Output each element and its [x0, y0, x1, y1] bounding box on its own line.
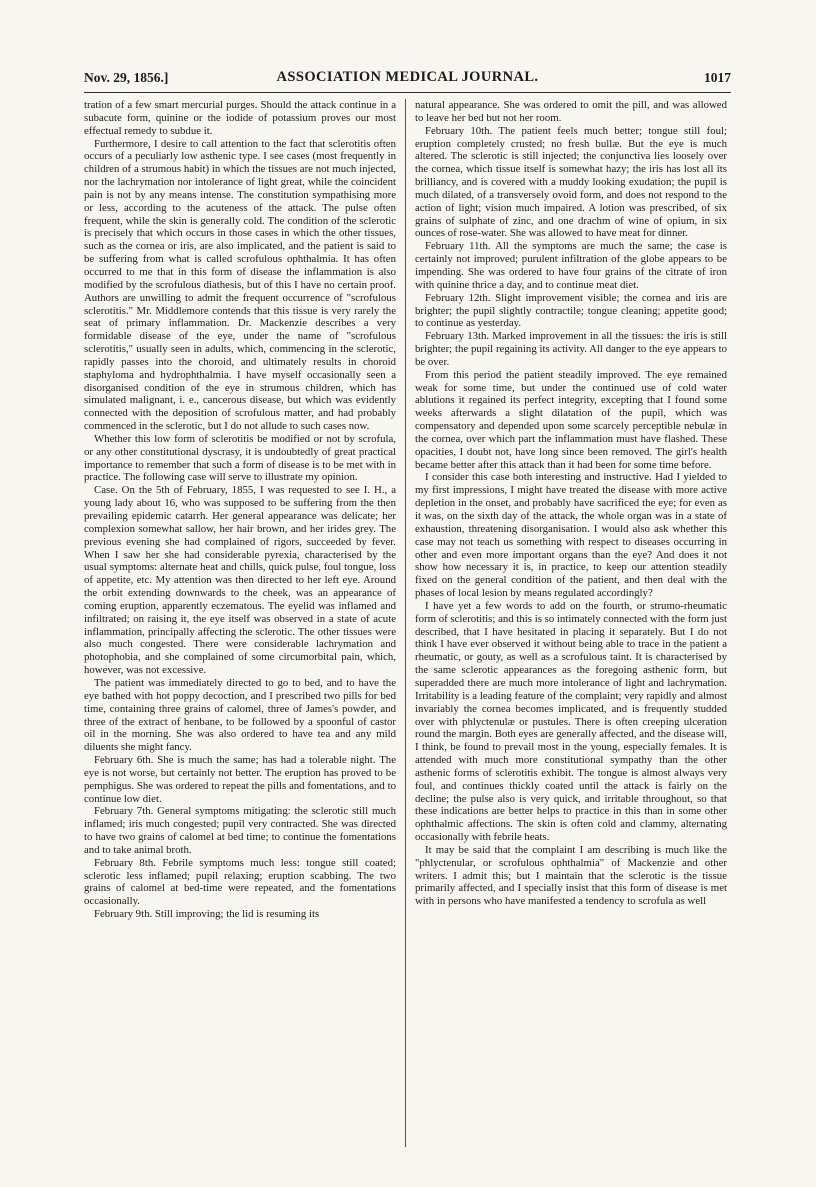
paragraph: The patient was immediately directed to go to bed, and to have the eye bathed with hot poppy decoction, and I prescribed two pills for bed time, containing three grains of calomel, three of James's powder, and three of the extract of henbane, to be followed by a spoonful of castor oil in the morning. She was also ordered to have tea and any mild diluents she might fancy.: [84, 676, 396, 754]
journal-title: ASSOCIATION MEDICAL JOURNAL.: [276, 69, 539, 85]
paragraph: February 13th. Marked improvement in all the tissues: the iris is still brighter; the pupil regaining its activity. All danger to the eye appears to be over.: [415, 330, 727, 368]
paragraph: I have yet a few words to add on the fourth, or strumo-rheumatic form of sclerotitis; and this is so intimately connected with the form just described, that I have hesitated in placing it separately. But I do not think I have ever observed it without being able to trace in the patient a rheumatic, or gouty, as well as a scrofulous taint. It is characterised by the same sclerotic appearances as the foregoing asthenic form, but superadded there are much more intolerance of light and lachrymation. Irritability is a leading feature of the complaint; very rapidly and almost invariably the cornea becomes implicated, and is frequently studded over with phlyctenulæ or pustules. There is often creeping ulceration round the margin. Both eyes are generally affected, and the disease will, I think, be found to prevail most in the young, especially females. It is attended with much more constitutional sympathy than the other asthenic forms of sclerotitis exhibit. The tongue is almost always very foul, and continues thickly coated until the attack is fairly on the decline; the pulse also is very quick, and irritable throughout, so that these indications are better helps to practice in this than in some other ophthalmic affections. The skin is often cold and clammy, alternating occasionally with febrile heats.: [415, 599, 727, 844]
page-number: 1017: [704, 70, 731, 85]
paragraph: February 10th. The patient feels much better; tongue still foul; eruption completely crusted; no fresh bullæ. But the eye is much altered. The sclerotic is still injected; the conjunctiva lies loosely over the cornea, which tissue itself is somewhat hazy; the iris has lost all its brilliancy, and is covered with a muddy looking exudation; the pupil is much dilated, of a transversely ovoid form, and does not respond to the action of light; vision much impaired. A lotion was prescribed, of six grains of sulphate of zinc, and one drachm of wine of opium, in six ounces of rose-water. She was allowed to have meat for dinner.: [415, 124, 727, 240]
issue-date: Nov. 29, 1856.]: [84, 70, 169, 85]
column-divider: [405, 99, 406, 1147]
paragraph: February 12th. Slight improvement visible; the cornea and iris are brighter; the pupil slightly contractile; tongue cleaning; appetite good; to continue as yesterday.: [415, 291, 727, 330]
page-header: [84, 68, 731, 90]
right-column: [415, 99, 727, 1164]
paragraph: tration of a few smart mercurial purges. Should the attack continue in a subacute form, quinine or the iodide of potassium proves our most effectual remedy to subdue it.: [84, 99, 396, 137]
paragraph: February 9th. Still improving; the lid is resuming its: [94, 908, 320, 921]
paragraph: February 7th. General symptoms mitigating: the sclerotic still much inflamed; iris much congested; pupil very contracted. She was directed to have two grains of calomel at bed time; to continue the fomentations and to take animal broth.: [84, 805, 396, 856]
paragraph: Whether this low form of sclerotitis be modified or not by scrofula, or any other constitutional dyscrasy, it is undoubtedly of great practical importance to remember that such a form of disease is to be met with in practice. The following case will serve to illustrate my opinion.: [84, 432, 396, 484]
header-rule: [84, 92, 731, 93]
paragraph: natural appearance. She was ordered to omit the pill, and was allowed to leave her bed but not her room.: [415, 99, 727, 124]
left-column: [84, 99, 396, 1164]
paragraph: Furthermore, I desire to call attention to the fact that sclerotitis often occurs of a peculiarly low asthenic type. I see cases (most frequently in children of a strumous habit) in which the tissues are not much injected, nor the lachrymation nor intolerance of light great, while the coincident pain is not by any means intense. The constitution sympathising more or less, according to the acuteness of the attack. The pulse often frequent, while the skin is generally cold. The condition of the sclerotic is precisely that which occurs in those cases in which the other tissues, such as the cornea or iris, are also implicated, and the patient is said to be suffering from what is called scrofulous ophthalmia. It has often occurred to me that in this form of disease the inflammation is also modified by the scrofulous diathesis, but of this I have no certain proof. Authors are unwilling to admit the frequent occurrence of "scrofulous sclerotitis." Mr. Middlemore contends that this tissue is very rarely the seat of primary inflammation. Dr. Mackenzie describes a very formidable disease of the eye, under the name of "scrofulous sclerotitis," usually seen in adults, which, commencing in the sclerotic, rapidly passes into the choroid, and ultimately results in choroid staphyloma and hydrophthalmia. I have myself occasionally seen a disorganised condition of the eye in strumous children, which has simulated malignant, i. e., cancerous disease, but which was evidently connected with the deposition of scrofulous matter, and had probably commenced in the sclerotic, but I do not allude to such cases now.: [84, 137, 396, 433]
paragraph: Case. On the 5th of February, 1855, I was requested to see I. H., a young lady about 16, who was supposed to be suffering from the then prevailing epidemic catarrh. Her general appearance was delicate; her complexion somewhat sallow, her hair brown, and her irides grey. The previous evening she had complained of rigors, succeeded by fever. When I saw her she had considerable pyrexia, characterised by the usual symptoms: alternate heat and chills, quick pulse, foul tongue, loss of appetite, etc. My attention was then directed to her left eye. Around the orbit extending downwards to the cheek, was an appearance of coming eruption, apparently eczematous. The eyelid was inflamed and infiltrated; on raising it, the eye itself was observed in a state of acute inflammation, principally affecting the sclerotic. The other tissues were also much congested. There were considerable lachrymation and photophobia, and she complained of some circumorbital pain, which, however, was not excessive.: [84, 484, 396, 677]
paragraph: February 11th. All the symptoms are much the same; the case is certainly not improved; purulent infiltration of the globe appears to be impending. She was ordered to have four grains of the citrate of iron with quinine thrice a day, and to continue meat diet.: [415, 240, 727, 291]
paragraph: February 6th. She is much the same; has had a tolerable night. The eye is not worse, but certainly not better. The eruption has proved to be pemphigus. She was ordered to repeat the pills and fomentations, and to continue low diet.: [84, 754, 396, 805]
paragraph: From this period the patient steadily improved. The eye remained weak for some time, but under the continued use of cold water ablutions it regained its perfect integrity, excepting that I found some weeks afterwards a slight dilatation of the pupil, which was compensatory and depended upon some scarcely perceptible nebulæ in the cornea, over which part the inflammation must have flashed. These opacities, I doubt not, have long since been removed. The girl's health became better after this attack than it had been for some time before.: [415, 368, 727, 471]
paragraph: I consider this case both interesting and instructive. Had I yielded to my first impressions, I might have treated the disease with more active depletion in the onset, and probably have sacrificed the eye; for even as it was, on the sixth day of the attack, the whole organ was in a state of exhaustion, threatening disorganisation. I would also ask whether this case may not teach us something with respect to diseases occurring in other and even more important organs than the eye? And does it not show how necessary it is, in practice, to keep our attention steadily fixed on the general condition of the patient, and then deal with the phases of local lesion by means regulated accordingly?: [415, 471, 727, 600]
paragraph: February 8th. Febrile symptoms much less: tongue still coated; sclerotic less inflamed; pupil relaxing; eruption scabbing. The two grains of calomel at bed-time were repeated, and the fomentations occasionally.: [84, 856, 396, 908]
paragraph: It may be said that the complaint I am describing is much like the "phlyctenular, or scrofulous ophthalmia" of Mackenzie and other writers. I admit this; but I maintain that the sclerotic is the tissue primarily affected, and I specially insist that this form of disease is met with in persons who have manifested a tendency to scrofula as well: [415, 843, 727, 908]
